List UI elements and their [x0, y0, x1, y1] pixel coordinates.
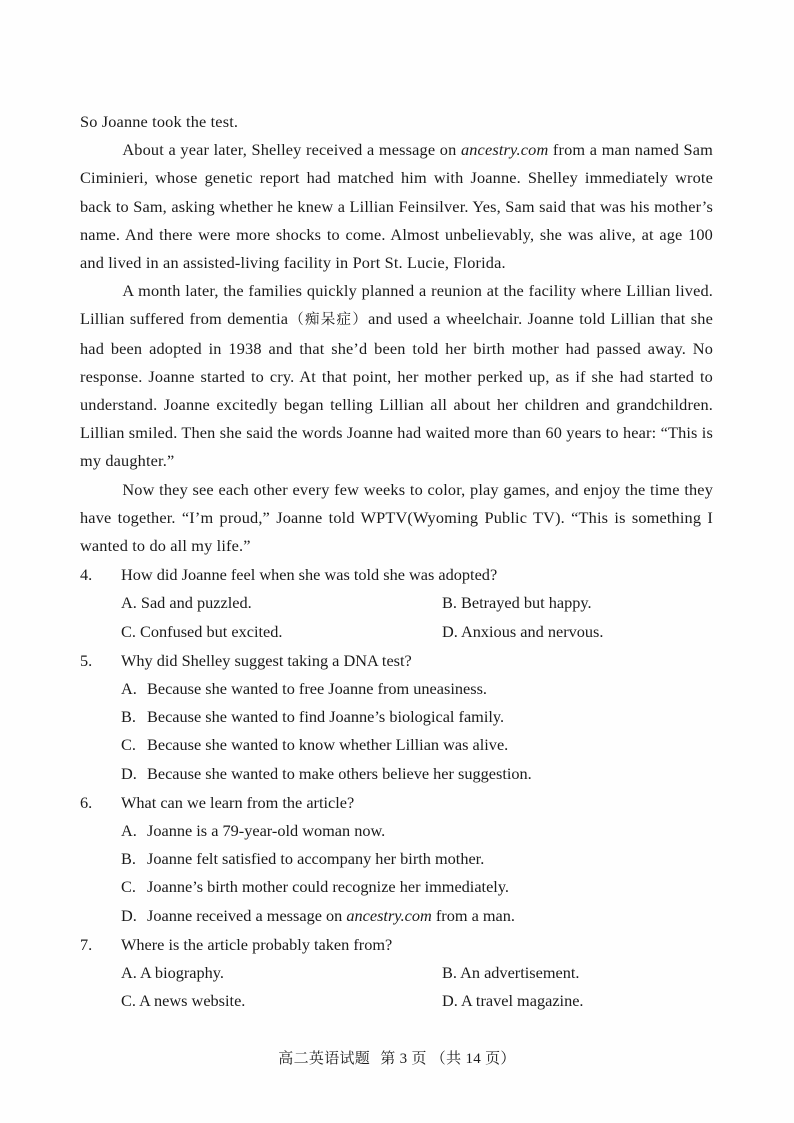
- question-4-options-row-1: [80, 589, 713, 617]
- question-6-option-a-text: Joanne is a 79-year-old woman now.: [147, 821, 386, 841]
- question-7-options-row-2: [80, 987, 713, 1015]
- question-5-option-b-text: Because she wanted to find Joanne’s biological family.: [147, 707, 505, 727]
- question-5-option-c-letter: C.: [121, 735, 136, 755]
- question-7-options-row-1: [80, 959, 713, 987]
- question-4-option-b[interactable]: B. Betrayed but happy.: [442, 593, 592, 613]
- passage-paragraph-4: [80, 476, 713, 561]
- question-4: [80, 561, 713, 646]
- question-7-text: Where is the article probably taken from?: [121, 934, 393, 954]
- question-5-option-a[interactable]: [80, 675, 713, 703]
- passage-paragraph-2: [80, 136, 713, 277]
- question-5-option-b[interactable]: [80, 703, 713, 731]
- question-6-option-d[interactable]: [80, 902, 713, 930]
- question-6-option-a[interactable]: [80, 817, 713, 845]
- question-6-option-d-text: Joanne received a message on ancestry.com from a man.: [147, 905, 515, 925]
- passage-paragraph-3: [80, 277, 713, 475]
- question-6-number: 6.: [80, 792, 93, 812]
- question-5-option-b-letter: B.: [121, 707, 136, 727]
- paragraph-2-text-part-1: About a year later, Shelley received a message on: [122, 140, 461, 160]
- question-6-text: What can we learn from the article?: [121, 792, 355, 812]
- paragraph-3-text-part-2: and used a wheelchair. Joanne told Lillian that she had been adopted in 1938 and that she’d been told her birth mother had passed away. No response. Joanne started to cry. At that point, her mother perked up, as if she had started to understand. Joanne excitedly began telling Lillian all about her children and grandchildren. Lillian smiled. Then she said the words Joanne had waited more than 60 years to hear: “This is my daughter.”: [80, 309, 713, 471]
- question-5-option-c[interactable]: [80, 731, 713, 759]
- question-6-option-c-text: Joanne’s birth mother could recognize her immediately.: [147, 877, 509, 897]
- question-6: [80, 789, 713, 930]
- paragraph-3-text-part-1: A month later, the families quickly planned a reunion at the facility where Lillian lived. Lillian suffered from dementia: [80, 281, 713, 329]
- question-6-option-b-text: Joanne felt satisfied to accompany her birth mother.: [147, 849, 485, 869]
- question-5-stem: [80, 647, 713, 675]
- question-7-option-c[interactable]: C. A news website.: [121, 991, 246, 1011]
- question-6-option-a-letter: A.: [121, 821, 137, 841]
- question-4-text: How did Joanne feel when she was told she was adopted?: [121, 565, 498, 585]
- question-5-option-c-text: Because she wanted to know whether Lillian was alive.: [147, 735, 509, 755]
- question-7-option-a[interactable]: A. A biography.: [121, 963, 224, 983]
- ancestry-site-mention-option: ancestry.com: [346, 905, 432, 925]
- page-footer: [0, 1047, 794, 1070]
- footer-page-label: 第 3 页 （共 14 页）: [380, 1051, 516, 1067]
- question-7-stem: [80, 931, 713, 959]
- paragraph-2-text-part-2: from a man named Sam Ciminieri, whose genetic report had matched him with Joanne. Shelley immediately wrote back to Sam, asking whether he knew a Lillian Feinsilver. Yes, Sam said that was his mother’s name. And there were more shocks to come. Almost unbelievably, she was alive, at age 100 and lived in an assisted-living facility in Port St. Lucie, Florida.: [80, 140, 713, 273]
- question-6-option-d-letter: D.: [121, 905, 137, 925]
- dementia-chinese-gloss: （痴呆症）: [288, 312, 369, 329]
- page-content: [80, 108, 713, 1016]
- question-6-option-b[interactable]: [80, 845, 713, 873]
- question-7-option-b[interactable]: B. An advertisement.: [442, 963, 580, 983]
- question-5-text: Why did Shelley suggest taking a DNA test?: [121, 650, 412, 670]
- question-4-options-row-2: [80, 618, 713, 646]
- question-4-option-d[interactable]: D. Anxious and nervous.: [442, 621, 604, 641]
- question-5-option-d-letter: D.: [121, 763, 137, 783]
- question-6-option-c[interactable]: [80, 873, 713, 901]
- question-6-stem: [80, 789, 713, 817]
- question-7: [80, 931, 713, 1016]
- question-5-option-d-text: Because she wanted to make others believe her suggestion.: [147, 763, 532, 783]
- question-4-option-a[interactable]: A. Sad and puzzled.: [121, 593, 252, 613]
- question-4-number: 4.: [80, 565, 93, 585]
- question-4-stem: [80, 561, 713, 589]
- ancestry-site-mention: ancestry.com: [460, 140, 549, 160]
- question-6-option-c-letter: C.: [121, 877, 136, 897]
- paragraph-1-text: So Joanne took the test.: [80, 112, 239, 131]
- question-5-option-a-text: Because she wanted to free Joanne from uneasiness.: [147, 679, 487, 699]
- question-5: [80, 647, 713, 788]
- question-4-option-c[interactable]: C. Confused but excited.: [121, 621, 283, 641]
- passage-paragraph-1: [80, 108, 713, 136]
- question-5-option-d[interactable]: [80, 760, 713, 788]
- question-7-number: 7.: [80, 934, 93, 954]
- footer-subject: 高二英语试题: [278, 1049, 371, 1067]
- question-5-option-a-letter: A.: [121, 679, 137, 699]
- question-6-option-b-letter: B.: [121, 849, 136, 869]
- paragraph-4-text: Now they see each other every few weeks to color, play games, and enjoy the time they have together. “I’m proud,” Joanne told WPTV(Wyoming Public TV). “This is something I wanted to do all my life.”: [80, 479, 713, 556]
- question-7-option-d[interactable]: D. A travel magazine.: [442, 991, 584, 1011]
- question-5-number: 5.: [80, 650, 93, 670]
